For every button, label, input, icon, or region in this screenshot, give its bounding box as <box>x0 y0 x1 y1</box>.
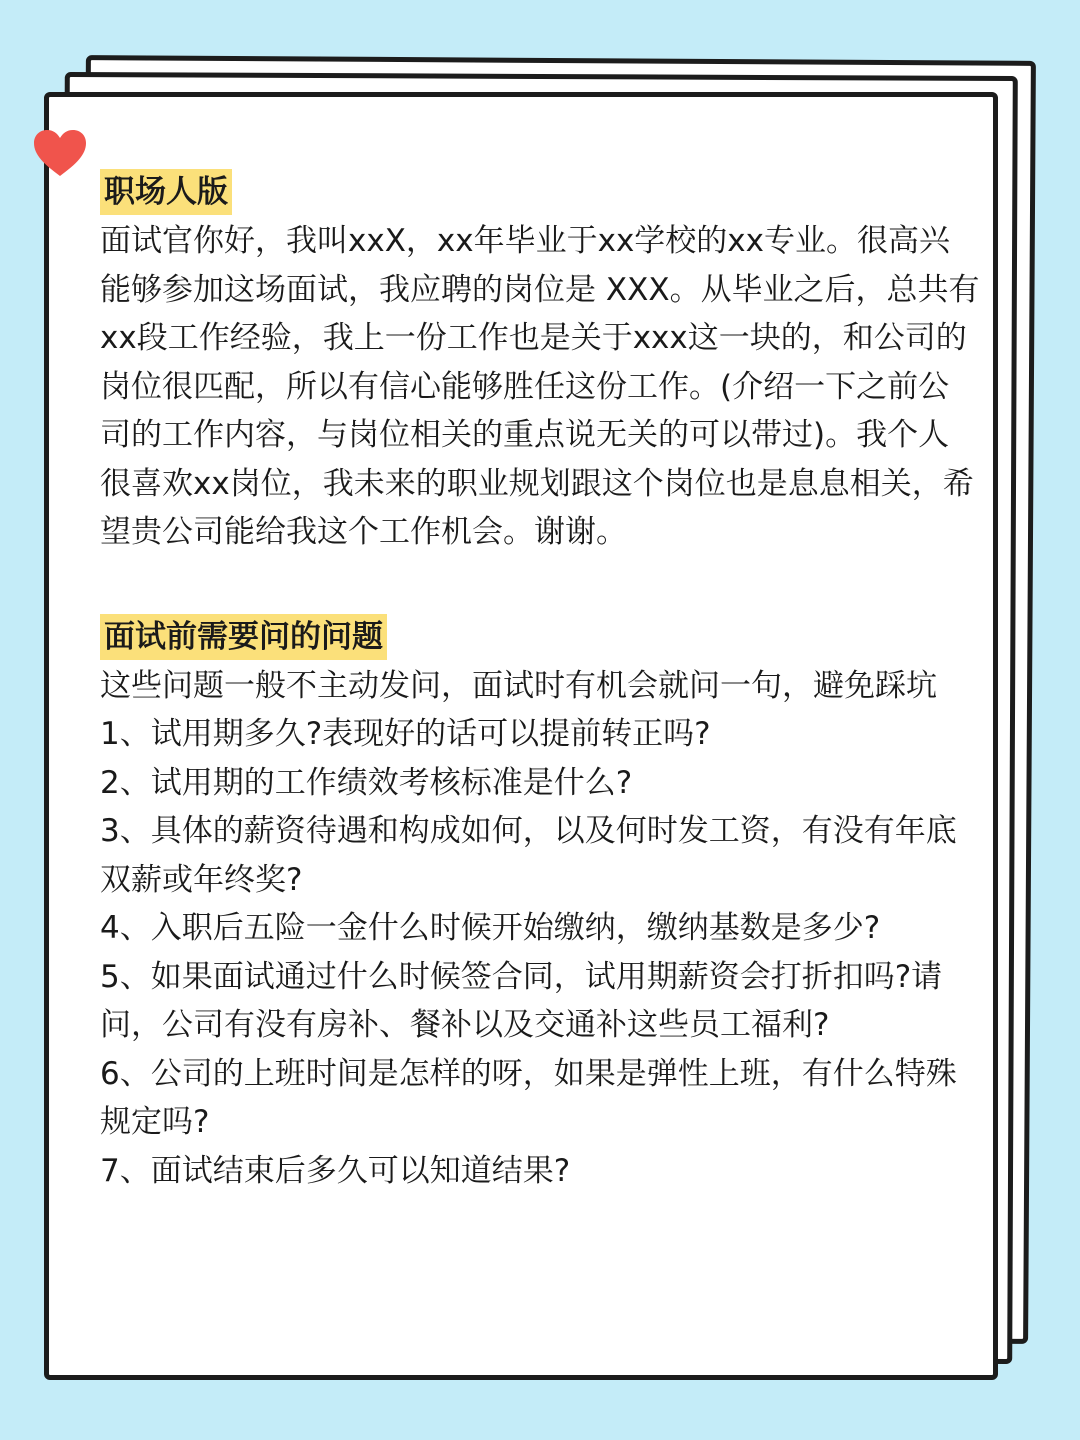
document-content <box>100 168 980 1195</box>
questions-intro: 这些问题一般不主动发问，面试时有机会就问一句，避免踩坑 <box>100 667 937 704</box>
list-item: 2、试用期的工作绩效考核标准是什么? <box>100 764 633 801</box>
list-item: 5、如果面试通过什么时候签合同，试用期薪资会打折扣吗?请问，公司有没有房补、餐补以及交通补这些员工福利? <box>100 958 943 1043</box>
section-heading-professional: 职场人版 <box>100 169 232 215</box>
questions-section <box>100 613 980 1196</box>
question-list <box>100 710 980 1195</box>
self-intro-section <box>100 168 980 557</box>
list-item: 6、公司的上班时间是怎样的呀，如果是弹性上班，有什么特殊规定吗? <box>100 1055 957 1140</box>
list-item: 4、入职后五险一金什么时候开始缴纳，缴纳基数是多少? <box>100 910 881 946</box>
section-heading-questions: 面试前需要问的问题 <box>100 614 387 660</box>
self-intro-paragraph: 面试官你好，我叫xxX，xx年毕业于xx学校的xx专业。很高兴能够参加这场面试，我应聘的岗位是 XXX。从毕业之后，总共有xx段工作经验，我上一份工作也是关于xxx这一块的，和公司的岗位很匹配，所以有信心能够胜任这份工作。(介绍一下之前公司的工作内容，与岗位相关的重点说无关的可以带过)。我个人很喜欢xx岗位，我未来的职业规划跟这个岗位也是息息相关，希望贵公司能给我这个工作机会。谢谢。 <box>100 223 980 550</box>
heart-icon <box>32 128 88 178</box>
list-item: 7、面试结束后多久可以知道结果? <box>100 1152 571 1189</box>
list-item: 3、具体的薪资待遇和构成如何，以及何时发工资，有没有年底双薪或年终奖? <box>100 813 957 898</box>
list-item: 1、试用期多久?表现好的话可以提前转正吗? <box>100 716 711 752</box>
